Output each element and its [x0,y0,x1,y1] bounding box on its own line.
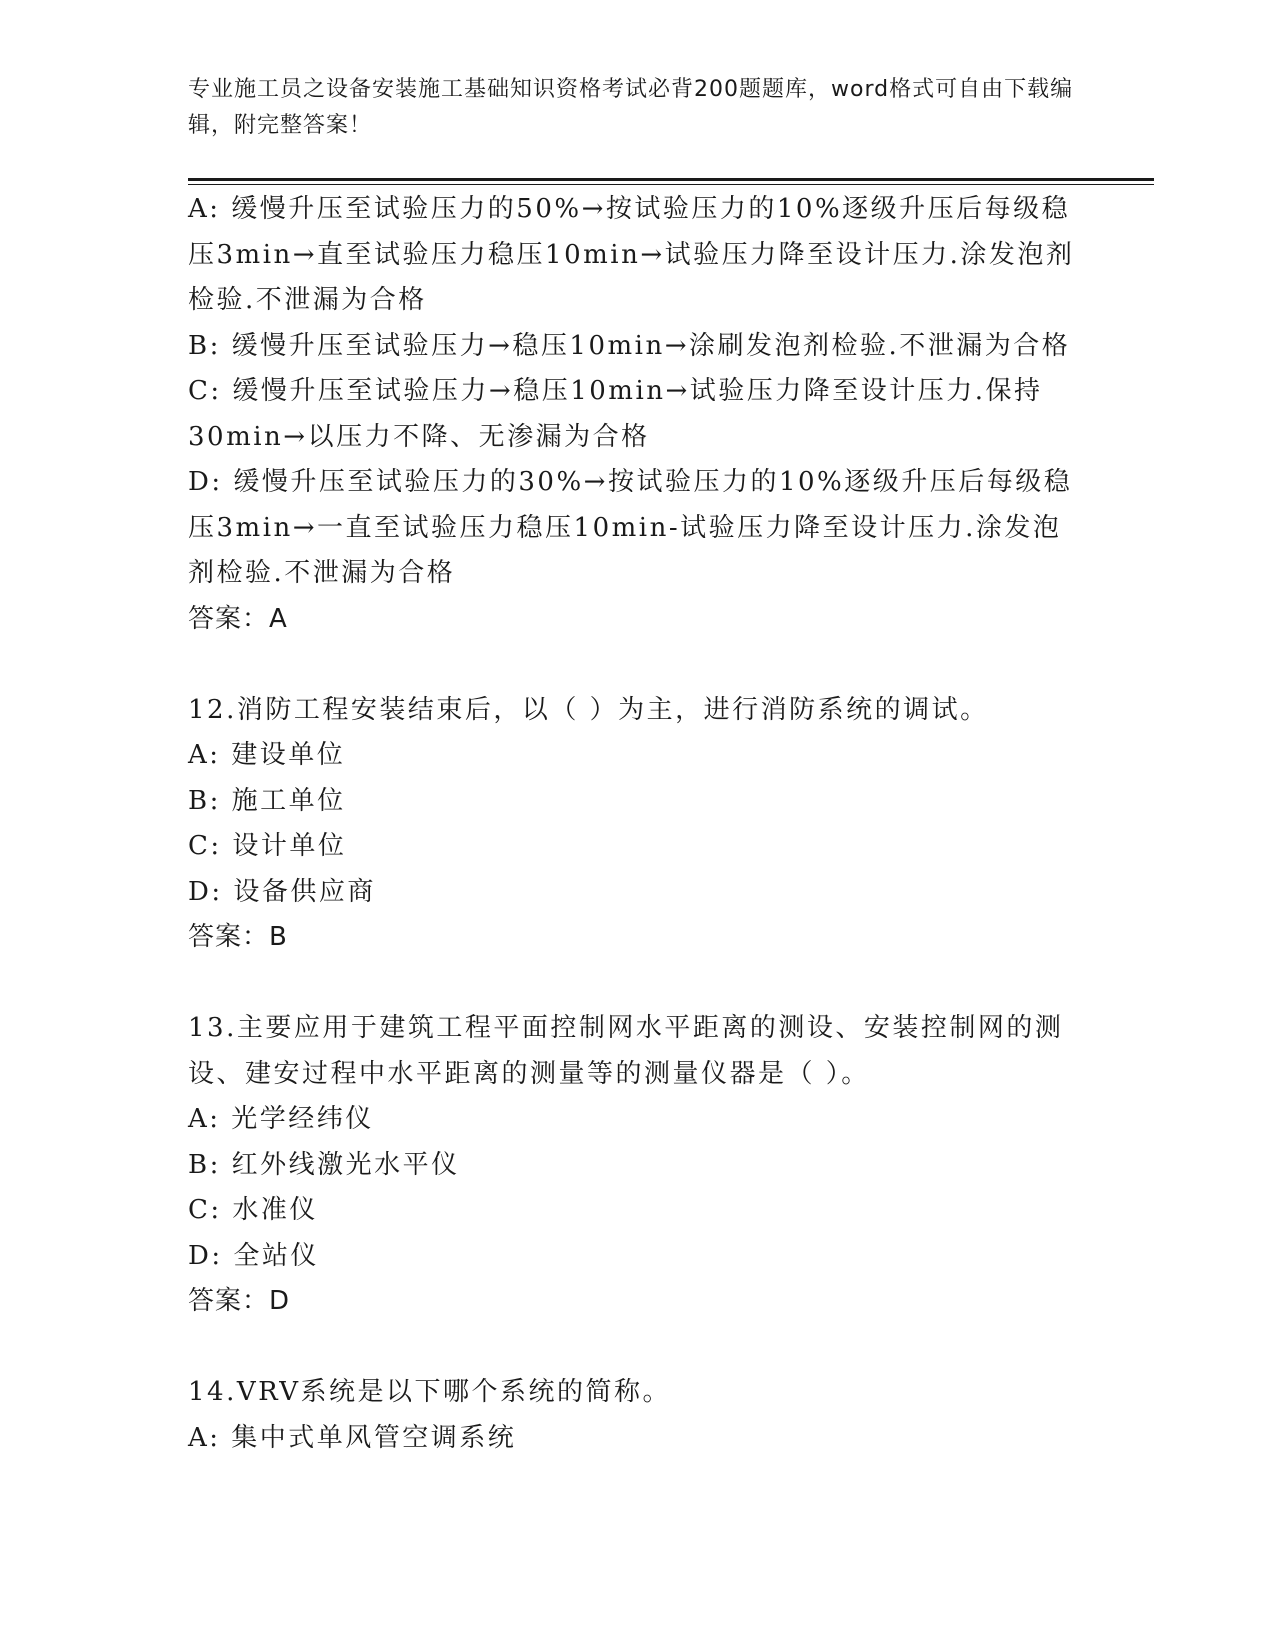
question-spacer [188,1325,1088,1371]
question-13 [188,1006,1088,1325]
question-13-answer: 答案：D [188,1286,291,1316]
question-13-option-b: B: 红外线激光水平仪 [188,1149,460,1180]
header-divider-thin [188,184,1154,185]
question-12-option-c: C: 设计单位 [188,831,347,861]
question-11-option-b: B: 缓慢升压至试验压力→稳压10min→涂刷发泡剂检验.不泄漏为合格 [188,330,1071,361]
question-13-option-a: A: 光学经纬仪 [188,1104,374,1134]
question-14-stem: 14.VRV系统是以下哪个系统的简称。 [188,1377,672,1407]
question-11-option-d: D: 缓慢升压至试验压力的30%→按试验压力的10%逐级升压后每级稳压3min→一直至试验压力稳压10min-试验压力降至设计压力.涂发泡剂检验.不泄漏为合格 [188,467,1073,588]
question-12-option-a: A: 建设单位 [188,740,346,770]
question-14-option-a: A: 集中式单风管空调系统 [188,1422,517,1453]
header-divider-thick [188,178,1154,181]
question-12-option-d: D: 设备供应商 [188,876,376,907]
question-11-option-c: C: 缓慢升压至试验压力→稳压10min→试验压力降至设计压力.保持30min→以压力不降、无渗漏为合格 [188,376,1043,452]
question-spacer [188,642,1088,688]
question-12 [188,688,1088,961]
question-12-option-b: B: 施工单位 [188,785,346,816]
question-12-stem: 12.消防工程安装结束后，以（ ）为主，进行消防系统的调试。 [188,694,989,725]
question-11-answer: 答案：A [188,603,288,634]
question-11-tail [188,187,1088,642]
question-spacer [188,961,1088,1007]
question-12-answer: 答案：B [188,922,288,952]
question-13-option-d: D: 全站仪 [188,1240,319,1271]
question-14 [188,1370,1088,1461]
document-header: 专业施工员之设备安装施工基础知识资格考试必背200题题库，word格式可自由下载编辑，附完整答案！ [188,77,1074,138]
question-list [188,187,1088,1461]
question-11-option-a: A: 缓慢升压至试验压力的50%→按试验压力的10%逐级升压后每级稳压3min→直至试验压力稳压10min→试验压力降至设计压力.涂发泡剂检验.不泄漏为合格 [188,194,1075,315]
question-13-option-c: C: 水准仪 [188,1195,318,1225]
question-13-stem: 13.主要应用于建筑工程平面控制网水平距离的测设、安装控制网的测设、建安过程中水平距离的测量等的测量仪器是（ ）。 [188,1013,1064,1089]
